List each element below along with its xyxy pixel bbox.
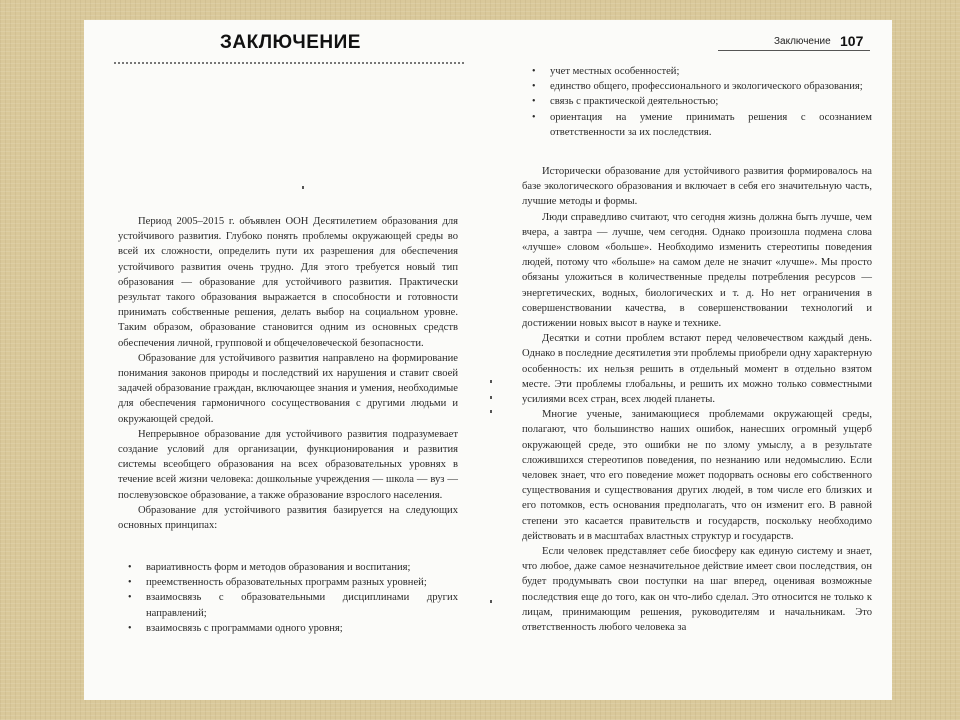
chapter-title: ЗАКЛЮЧЕНИЕ xyxy=(220,32,361,53)
scan-speck xyxy=(302,186,304,189)
bullet-icon: • xyxy=(532,66,536,77)
header-rule xyxy=(718,50,870,51)
paragraph: Люди справедливо считают, что сегодня жизнь должна быть лучше, чем вчера, а завтра — лучше, чем сегодня. Однако произошла подмена слова «лучше» словом «больше». Необходимо изменить стереотипы поведения людей, потому что «больше» на самом деле не значит «лучше». Мы просто обязаны уложиться в количественные пределы потребления ресурсов — энергетических, водных, биологических и т. д. Но нет ограничения в совершенствовании качества, в совершенствовании технологий и достижении новых высот в науке и технике. xyxy=(522,211,872,330)
bullet-icon: • xyxy=(128,622,132,634)
page-number: 107 xyxy=(840,33,864,49)
paragraph: Исторически образование для устойчивого развития формировалось на базе экологического образования и включает в себя его значительную часть, лучшие методы и формы. xyxy=(522,166,872,208)
list-item: • единство общего, профессионального и экологического образования; xyxy=(522,79,872,94)
scan-speck xyxy=(490,600,492,603)
list-item: • преемственность образовательных программ разных уровней; xyxy=(118,575,458,590)
right-page xyxy=(488,20,892,700)
scanned-book-spread xyxy=(84,20,892,700)
paragraph: Если человек представляет себе биосферу как единую систему и знает, что любое, даже самое незначительное действие имеет свои последствия, он будет продумывать свои поступки на шаг вперед, оценивая возможные последствия еще до того, как он что-либо сделал. Это относится не только к лицам, принимающим решения, руководителям и начальникам. Это ответственность любого человека за xyxy=(522,546,872,634)
bullet-icon: • xyxy=(128,562,132,573)
bullet-icon: • xyxy=(128,577,132,589)
running-head: Заключение xyxy=(774,36,831,47)
scan-speck xyxy=(490,380,492,383)
left-page xyxy=(84,20,484,700)
bullet-icon: • xyxy=(532,111,536,123)
bullet-icon: • xyxy=(532,96,536,108)
title-rule xyxy=(114,62,464,64)
paragraph: Непрерывное образование для устойчивого развития подразумевает создание условий для организации, функционирования и развития системы всеобщего образования на всех образовательных уровнях в течение всей жизни человека: дошкольные учреждения — школа — вуз — послевузовское образование, а также образование взрослого населения. xyxy=(118,428,458,501)
principles-list-continued xyxy=(522,64,872,140)
principles-list xyxy=(118,560,458,636)
scan-speck xyxy=(490,410,492,413)
bullet-icon: • xyxy=(532,81,536,93)
gutter-marks xyxy=(488,20,494,700)
paragraph: Образование для устойчивого развития направлено на формирование понимания законов природы и последствий их нарушения и ставит своей задачей образование граждан, включающее знания и умения, необходимые для обеспечения гармоничного сосуществования с другими людьми и окружающей средой. xyxy=(118,352,458,425)
bullet-icon: • xyxy=(128,592,132,604)
paragraph: Десятки и сотни проблем встают перед человечеством каждый день. Однако в последние десятилетия эти проблемы приобрели одну характерную особенность: их нельзя решить в отдельный момент в отдельно взятом месте. Эти проблемы глобальны, и решить их можно только совместными усилиями всех стран, всех людей планеты. xyxy=(522,333,873,406)
scan-speck xyxy=(490,396,492,399)
paragraph: Образование для устойчивого развития базируется на следующих основных принципах: xyxy=(118,504,458,532)
list-item: • вариативность форм и методов образования и воспитания; xyxy=(118,560,458,575)
right-body-text xyxy=(522,164,872,635)
list-item: • учет местных особенностей; xyxy=(522,64,872,79)
list-item: • взаимосвязь с программами одного уровня; xyxy=(118,621,458,636)
list-item: • ориентация на умение принимать решения с осознанием ответственности за их последствия. xyxy=(532,111,872,138)
paragraph: Период 2005–2015 г. объявлен ООН Десятилетием образования для устойчивого развития. Глубоко понять проблемы окружающей среды во всей их сложности, определить пути их разрешения для обеспечения устойчивого развития очень трудно. Для этого требуется новый тип образования — образование для устойчивого развития. Практически результат такого образования выражается в способности и готовности принимать собственные решения, делать выбор на социальном уровне. Таким образом, образование становится одним из основных средств обеспечения личной, групповой и общечеловеческой безопасности. xyxy=(118,216,458,349)
left-body-text xyxy=(118,214,458,533)
paragraph: Многие ученые, занимающиеся проблемами окружающей среды, полагают, что большинство наших ошибок, нанесших огромный ущерб окружающей среде, это ошибки не по злому умыслу, а в результате сложившихся стереотипов поведения, по незнанию или недомыслию. Если человек знает, что его поведение может подорвать основы его собственного существования и существования других людей, в том числе его близких и его потомков, есть основания предполагать, что он изменит его. В равной степени это касается правительств и государств, поскольку необходимо действовать и в масштабах властных структур и государств. xyxy=(522,409,872,542)
list-item: • взаимосвязь с образовательными дисциплинами других направлений; xyxy=(128,592,458,619)
list-item: • связь с практической деятельностью; xyxy=(522,94,872,109)
